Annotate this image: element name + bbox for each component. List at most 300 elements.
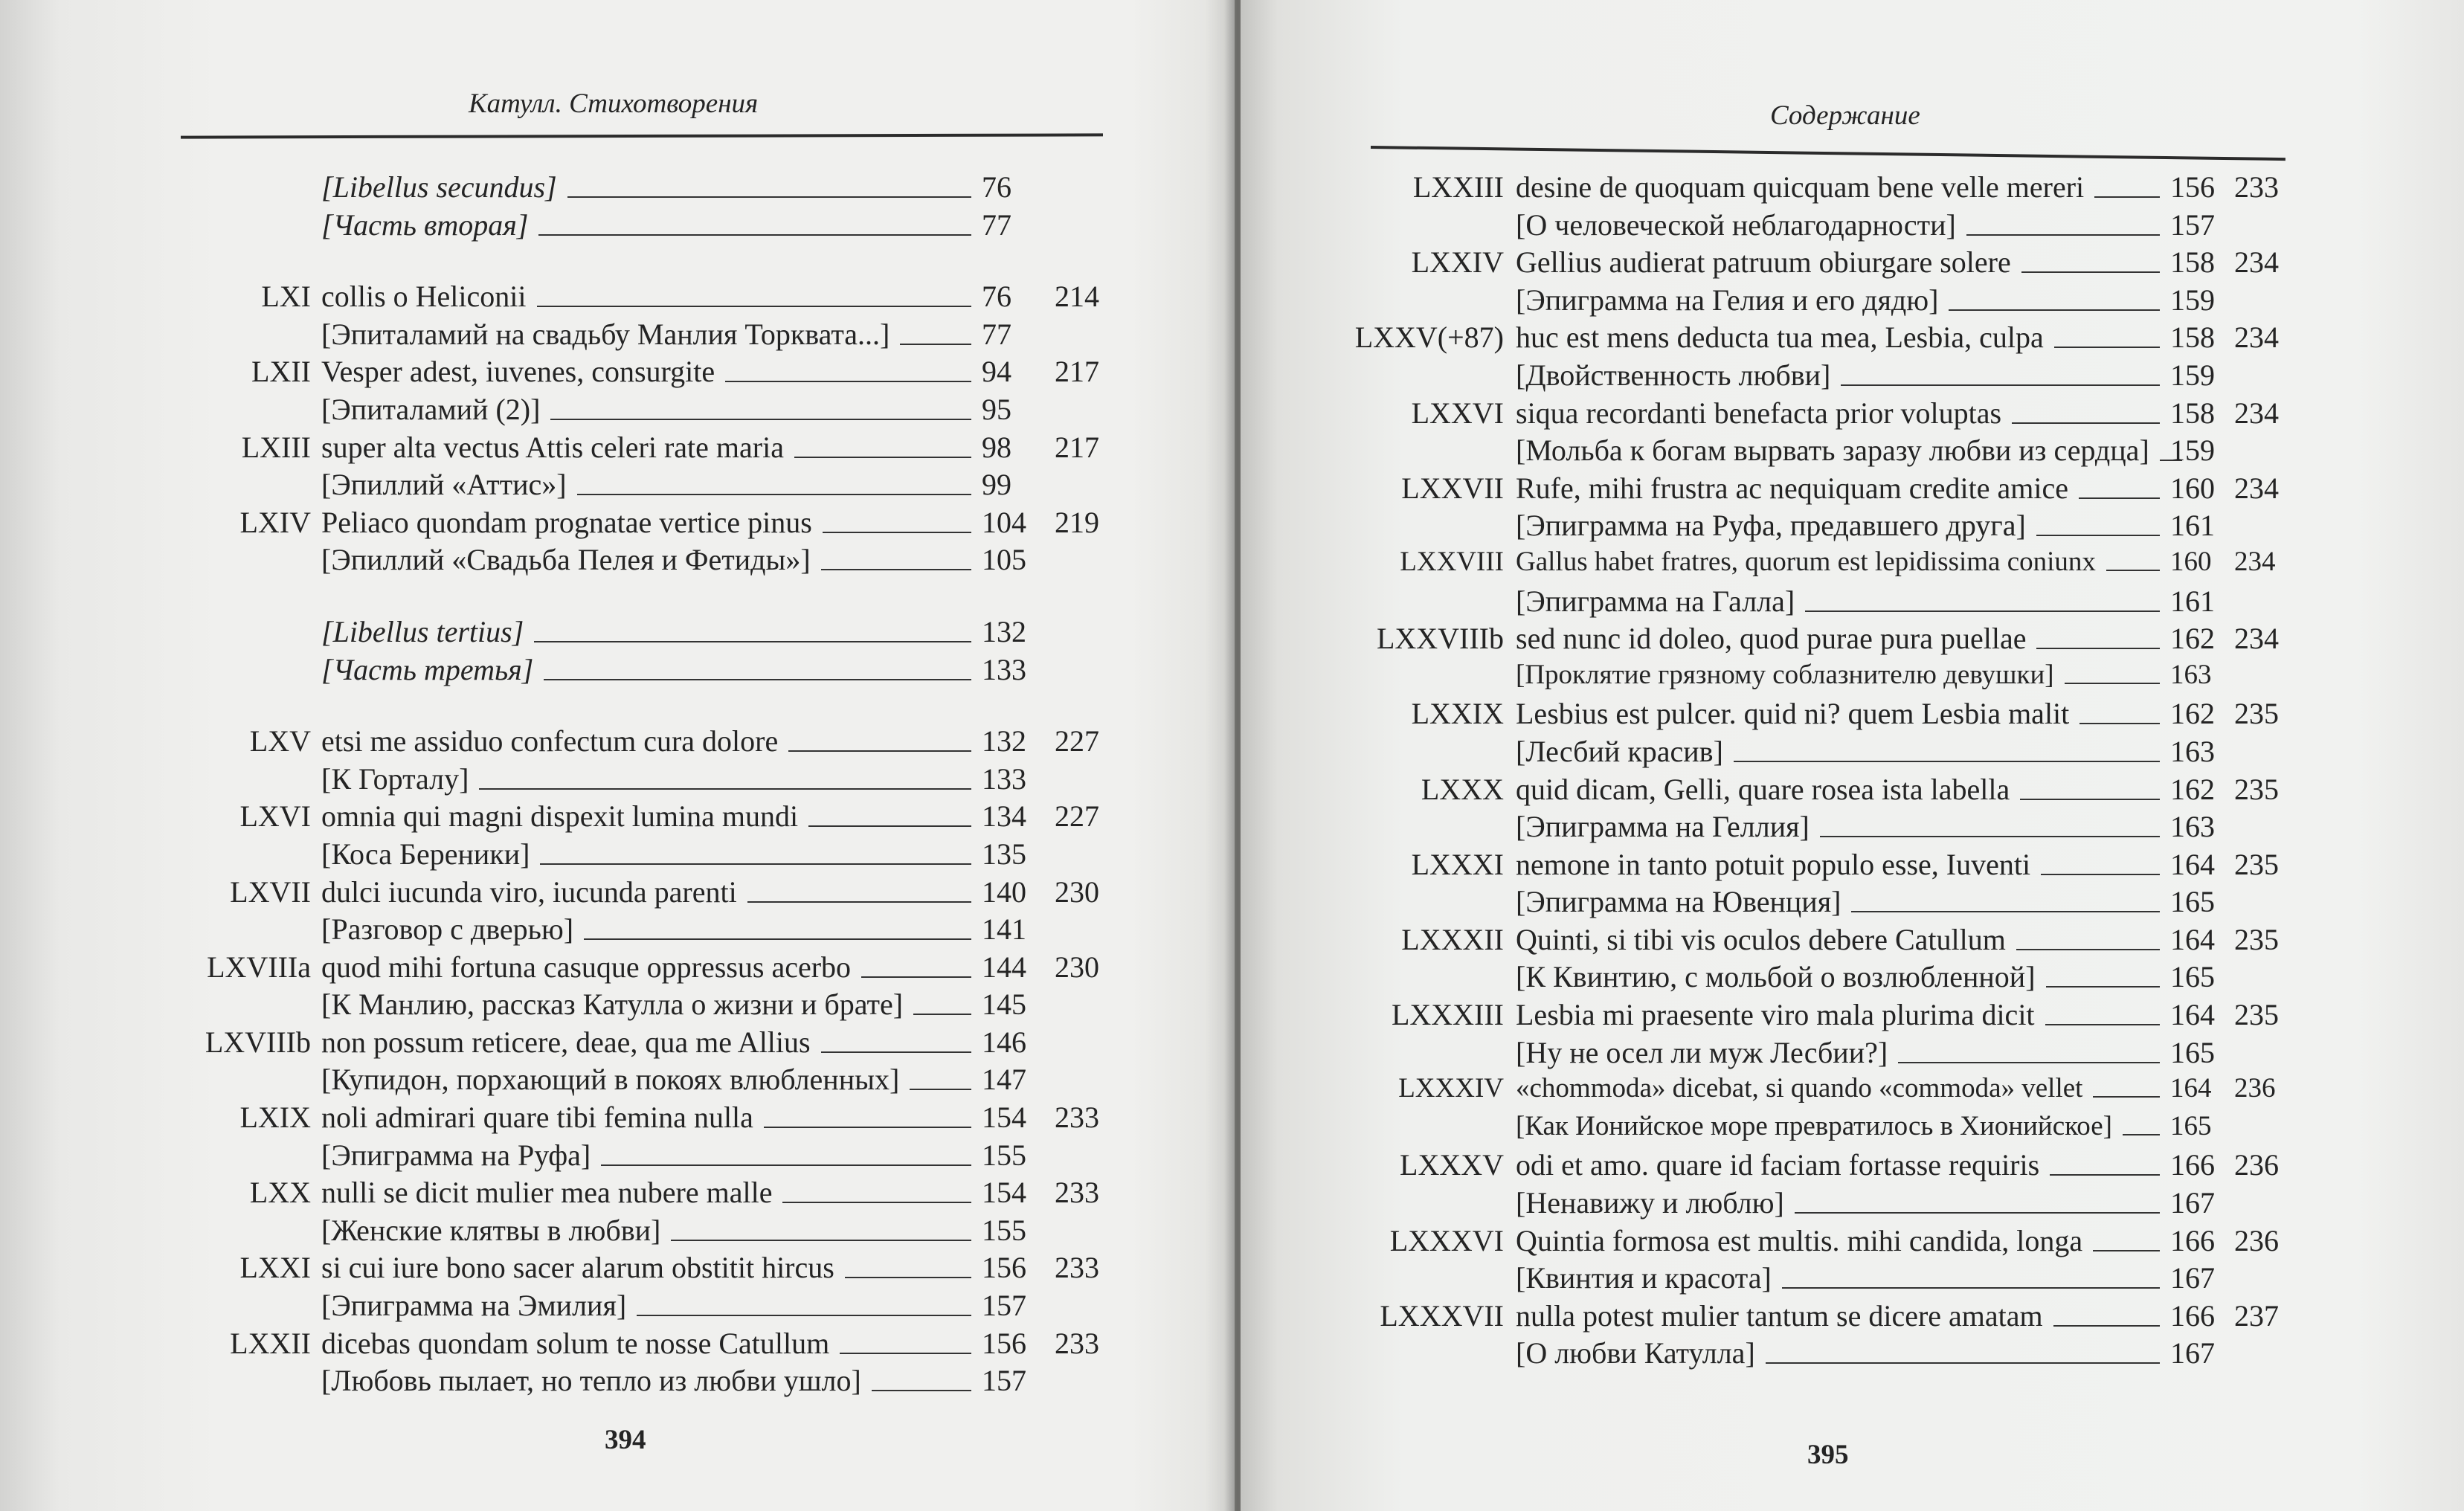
right-header-rule xyxy=(1371,146,2286,161)
poem-heading: [Коса Береники] xyxy=(321,837,530,871)
toc-entry xyxy=(0,1250,1110,1288)
toc-entry xyxy=(0,614,1110,652)
poem-incipit: «chommoda» dicebat, si quando «commoda» vellet xyxy=(1516,1073,2083,1104)
toc-title-cell xyxy=(321,279,982,314)
toc-title-cell xyxy=(321,652,982,687)
text-page-number: 167 xyxy=(2170,1261,2215,1295)
text-page-number: 161 xyxy=(2170,509,2215,543)
leader-line xyxy=(2020,799,2160,800)
toc-title-cell xyxy=(1516,283,2170,318)
commentary-page-number: 235 xyxy=(2234,697,2279,731)
poem-incipit: quid dicam, Gelli, quare rosea ista labella xyxy=(1516,772,2010,806)
text-page-number: 155 xyxy=(982,1138,1026,1172)
leader-line xyxy=(808,825,971,827)
toc-entry xyxy=(1241,1223,2289,1261)
text-page-number: 166 xyxy=(2170,1148,2215,1182)
toc-title-cell xyxy=(321,1062,982,1097)
toc-entry xyxy=(1241,884,2289,922)
leader-line xyxy=(2079,723,2160,724)
toc-title-cell xyxy=(1516,245,2170,280)
poem-number: LXXV(+87) xyxy=(1354,320,1504,355)
toc-title-cell xyxy=(321,1250,982,1285)
toc-title-cell xyxy=(321,837,982,872)
leader-line xyxy=(540,863,971,865)
poem-number: LXVII xyxy=(230,874,311,909)
toc-title-cell xyxy=(1516,997,2170,1032)
poem-incipit: non possum reticere, deae, qua me Allius xyxy=(321,1025,811,1059)
toc-entry xyxy=(1241,1072,2289,1110)
toc-entry xyxy=(1241,696,2289,734)
toc-title-cell xyxy=(321,912,982,947)
poem-number: LXXIX xyxy=(1411,697,1504,731)
commentary-page-number: 230 xyxy=(1055,950,1099,984)
poem-incipit: Peliaco quondam prognatae vertice pinus xyxy=(321,505,812,539)
text-page-number: 164 xyxy=(2170,847,2215,881)
commentary-page-number: 234 xyxy=(2234,471,2279,505)
toc-title-cell xyxy=(321,207,982,242)
poem-heading: [Эпиграмма на Эмилия] xyxy=(321,1289,627,1323)
toc-entry xyxy=(1241,621,2289,659)
text-page-number: 163 xyxy=(2170,810,2215,844)
poem-number: LXXI xyxy=(239,1251,311,1285)
toc-entry xyxy=(0,1288,1110,1326)
text-page-number: 159 xyxy=(2170,434,2215,468)
toc-entry xyxy=(0,1326,1110,1364)
text-page-number: 135 xyxy=(982,837,1026,871)
toc-section-gap xyxy=(0,689,1110,724)
toc-entry xyxy=(1241,659,2289,697)
poem-number: LXXII xyxy=(230,1326,311,1360)
toc-title-cell xyxy=(321,1025,982,1060)
poem-heading: [Любовь пылает, но тепло из любви ушло] xyxy=(321,1364,861,1398)
toc-entry xyxy=(0,837,1110,874)
toc-title-cell xyxy=(1516,584,2170,619)
text-page-number: 156 xyxy=(2170,170,2215,204)
left-running-head: Катулл. Стихотворения xyxy=(469,88,759,119)
poem-incipit: Lesbius est pulcer. quid ni? quem Lesbia malit xyxy=(1516,697,2070,731)
toc-entry xyxy=(1241,245,2289,283)
toc-entry xyxy=(0,1175,1110,1213)
toc-entry xyxy=(0,542,1110,580)
leader-line xyxy=(1795,1212,2160,1214)
leader-line xyxy=(2079,497,2160,499)
left-toc xyxy=(0,170,1110,1401)
text-page-number: 105 xyxy=(982,543,1026,577)
toc-title-cell xyxy=(1516,1336,2170,1370)
leader-line xyxy=(538,234,971,236)
toc-entry xyxy=(1241,1260,2289,1298)
toc-entry xyxy=(1241,283,2289,320)
toc-entry xyxy=(1241,959,2289,997)
right-toc xyxy=(1241,170,2289,1373)
text-page-number: 161 xyxy=(2170,584,2215,618)
text-page-number: 166 xyxy=(2170,1298,2215,1333)
text-page-number: 157 xyxy=(982,1364,1026,1398)
text-page-number: 156 xyxy=(982,1251,1026,1285)
text-page-number: 154 xyxy=(982,1101,1026,1135)
commentary-page-number: 233 xyxy=(1055,1251,1099,1285)
toc-title-cell xyxy=(321,430,982,465)
poem-heading: [Эпиграмма на Геллия] xyxy=(1516,810,1810,844)
toc-title-cell xyxy=(1516,772,2170,807)
text-page-number: 104 xyxy=(982,505,1026,539)
poem-number: LXX xyxy=(249,1176,311,1210)
poem-heading: [Как Ионийское море превратилось в Хионийское] xyxy=(1516,1110,2112,1141)
commentary-page-number: 230 xyxy=(1055,874,1099,909)
toc-entry xyxy=(0,761,1110,799)
leader-line xyxy=(577,494,971,495)
leader-line xyxy=(1949,309,2160,311)
text-page-number: 158 xyxy=(2170,396,2215,430)
poem-incipit: nulli se dicit mulier mea nubere malle xyxy=(321,1176,773,1210)
commentary-page-number: 219 xyxy=(1055,505,1099,539)
toc-title-cell xyxy=(321,1175,982,1210)
toc-title-cell xyxy=(321,799,982,834)
commentary-page-number: 233 xyxy=(2234,170,2279,204)
poem-number: LXXXVII xyxy=(1380,1298,1504,1333)
leader-line xyxy=(537,306,971,307)
leader-line xyxy=(2012,422,2160,424)
text-page-number: 133 xyxy=(982,761,1026,796)
text-page-number: 154 xyxy=(982,1176,1026,1210)
poem-heading: [Libellus tertius] xyxy=(321,614,524,648)
toc-title-cell xyxy=(321,724,982,758)
text-page-number: 144 xyxy=(982,950,1026,984)
toc-title-cell xyxy=(321,1213,982,1248)
poem-number: LXXIV xyxy=(1411,245,1504,280)
commentary-page-number: 227 xyxy=(1055,799,1099,834)
leader-line xyxy=(601,1164,971,1166)
text-page-number: 145 xyxy=(982,988,1026,1022)
commentary-page-number: 227 xyxy=(1055,724,1099,758)
leader-line xyxy=(2053,1325,2160,1327)
text-page-number: 133 xyxy=(982,652,1026,686)
poem-heading: [Эпиграмма на Руфа] xyxy=(321,1138,591,1172)
poem-incipit: Lesbia mi praesente viro mala plurima dicit xyxy=(1516,998,2035,1032)
poem-heading: [Эпиграмма на Галла] xyxy=(1516,584,1795,618)
toc-entry xyxy=(0,1062,1110,1100)
leader-line xyxy=(567,196,971,198)
commentary-page-number: 234 xyxy=(2234,320,2279,355)
right-running-head: Содержание xyxy=(1770,100,1920,131)
leader-line xyxy=(1734,761,2160,762)
toc-title-cell xyxy=(1516,696,2170,731)
poem-heading: [Купидон, порхающий в покоях влюбленных] xyxy=(321,1063,900,1097)
text-page-number: 99 xyxy=(982,468,1011,502)
left-folio: 394 xyxy=(605,1425,646,1455)
commentary-page-number: 233 xyxy=(1055,1101,1099,1135)
poem-incipit: nulla potest mulier tantum se dicere amatam xyxy=(1516,1298,2043,1333)
toc-entry xyxy=(0,799,1110,837)
poem-heading: [К Горталу] xyxy=(321,761,469,796)
leader-line xyxy=(2065,683,2160,684)
poem-heading: [Мольба к богам вырвать заразу любви из сердца] xyxy=(1516,434,2149,468)
leader-line xyxy=(2016,949,2160,950)
toc-entry xyxy=(1241,207,2289,245)
commentary-page-number: 235 xyxy=(2234,772,2279,806)
commentary-page-number: 236 xyxy=(2234,1073,2276,1104)
right-page xyxy=(1241,0,2464,1511)
poem-number: LXXXII xyxy=(1401,922,1504,956)
text-page-number: 162 xyxy=(2170,622,2215,656)
poem-heading: [Ну не осел ли муж Лесбии?] xyxy=(1516,1035,1888,1069)
toc-entry xyxy=(1241,1336,2289,1373)
leader-line xyxy=(2054,347,2160,348)
toc-title-cell xyxy=(1516,1298,2170,1333)
commentary-page-number: 235 xyxy=(2234,998,2279,1032)
text-page-number: 132 xyxy=(982,614,1026,648)
toc-entry xyxy=(1241,320,2289,358)
poem-heading: [Разговор с дверью] xyxy=(321,912,574,947)
leader-line xyxy=(1805,610,2160,612)
poem-incipit: super alta vectus Attis celeri rate maria xyxy=(321,430,784,464)
toc-title-cell xyxy=(321,1363,982,1398)
text-page-number: 159 xyxy=(2170,283,2215,317)
text-page-number: 98 xyxy=(982,430,1011,464)
toc-title-cell xyxy=(321,874,982,909)
toc-entry xyxy=(1241,772,2289,810)
poem-number: LXI xyxy=(261,280,311,314)
toc-title-cell xyxy=(321,317,982,352)
toc-entry xyxy=(1241,1147,2289,1185)
poem-number: LXXVIII xyxy=(1400,546,1504,577)
toc-entry xyxy=(0,317,1110,355)
poem-incipit: odi et amo. quare id faciam fortasse requiris xyxy=(1516,1148,2040,1182)
poem-number: LXIX xyxy=(239,1101,311,1135)
leader-line xyxy=(1898,1062,2160,1063)
poem-heading: [Эпиллий «Аттис»] xyxy=(321,468,567,502)
leader-line xyxy=(2050,1174,2160,1176)
leader-line xyxy=(637,1315,971,1316)
text-page-number: 158 xyxy=(2170,320,2215,355)
toc-entry xyxy=(1241,734,2289,772)
toc-title-cell xyxy=(1516,884,2170,919)
toc-entry xyxy=(0,652,1110,690)
leader-line xyxy=(2036,648,2160,649)
text-page-number: 164 xyxy=(2170,1073,2212,1104)
text-page-number: 167 xyxy=(2170,1336,2215,1370)
text-page-number: 77 xyxy=(982,207,1011,242)
text-page-number: 165 xyxy=(2170,960,2215,994)
poem-heading: [Двойственность любви] xyxy=(1516,358,1831,392)
toc-entry xyxy=(0,1025,1110,1063)
toc-entry xyxy=(1241,584,2289,622)
leader-line xyxy=(788,750,971,752)
left-header-rule xyxy=(181,133,1103,138)
toc-title-cell xyxy=(1516,1260,2170,1295)
leader-line xyxy=(2106,570,2160,571)
toc-entry xyxy=(0,505,1110,543)
leader-line xyxy=(2045,1024,2160,1025)
commentary-page-number: 233 xyxy=(1055,1176,1099,1210)
poem-heading: [Эпиграмма на Гелия и его дядю] xyxy=(1516,283,1939,317)
toc-title-cell xyxy=(1516,847,2170,882)
poem-heading: [О человеческой неблагодарности] xyxy=(1516,207,1956,242)
toc-title-cell xyxy=(1516,320,2170,355)
poem-heading: [Эпиталамий на свадьбу Манлия Торквата...] xyxy=(321,317,890,351)
toc-title-cell xyxy=(321,614,982,649)
text-page-number: 147 xyxy=(982,1063,1026,1097)
poem-incipit: sed nunc id doleo, quod purae pura puellae xyxy=(1516,622,2027,656)
leader-line xyxy=(747,901,971,903)
toc-entry xyxy=(0,1138,1110,1176)
right-folio: 395 xyxy=(1807,1440,1849,1470)
commentary-page-number: 234 xyxy=(2234,245,2279,280)
toc-entry xyxy=(0,874,1110,912)
leader-line xyxy=(725,381,971,382)
leader-line xyxy=(1841,384,2160,386)
toc-title-cell xyxy=(1516,922,2170,957)
poem-number: LXXVII xyxy=(1401,471,1504,505)
leader-line xyxy=(550,419,971,420)
toc-title-cell xyxy=(1516,1147,2170,1182)
toc-title-cell xyxy=(321,1138,982,1173)
poem-incipit: Vesper adest, iuvenes, consurgite xyxy=(321,355,715,389)
leader-line xyxy=(900,344,971,345)
toc-title-cell xyxy=(1516,809,2170,844)
text-page-number: 159 xyxy=(2170,358,2215,392)
toc-entry xyxy=(1241,809,2289,847)
poem-heading: [Эпиталамий (2)] xyxy=(321,392,541,426)
commentary-page-number: 234 xyxy=(2234,396,2279,430)
text-page-number: 158 xyxy=(2170,245,2215,280)
leader-line xyxy=(872,1390,971,1391)
poem-incipit: omnia qui magni dispexit lumina mundi xyxy=(321,799,799,834)
leader-line xyxy=(910,1089,971,1090)
text-page-number: 163 xyxy=(2170,734,2215,768)
text-page-number: 160 xyxy=(2170,546,2212,577)
text-page-number: 166 xyxy=(2170,1223,2215,1257)
poem-incipit: dulci iucunda viro, iucunda parenti xyxy=(321,874,737,909)
poem-heading: [Ненавижу и люблю] xyxy=(1516,1186,1784,1220)
poem-number: LXIII xyxy=(241,430,311,464)
toc-entry xyxy=(0,392,1110,430)
leader-line xyxy=(823,532,971,533)
text-page-number: 163 xyxy=(2170,659,2212,690)
leader-line xyxy=(671,1240,971,1241)
poem-number: LXXX xyxy=(1421,772,1504,806)
poem-heading: [Эпиграмма на Ювенция] xyxy=(1516,885,1841,919)
leader-line xyxy=(821,1051,971,1053)
toc-title-cell xyxy=(1516,1110,2170,1142)
leader-line xyxy=(764,1127,971,1128)
poem-heading: [Часть вторая] xyxy=(321,207,529,242)
toc-entry xyxy=(1241,170,2289,207)
poem-number: LXXXIII xyxy=(1391,998,1504,1032)
text-page-number: 132 xyxy=(982,724,1026,758)
leader-line xyxy=(479,788,971,790)
toc-section-gap xyxy=(0,245,1110,279)
leader-line xyxy=(845,1277,971,1278)
toc-title-cell xyxy=(321,987,982,1022)
toc-title-cell xyxy=(1516,396,2170,431)
commentary-page-number: 237 xyxy=(2234,1298,2279,1333)
toc-title-cell xyxy=(321,505,982,540)
text-page-number: 76 xyxy=(982,170,1011,204)
poem-heading: [Эпиллий «Свадьба Пелея и Фетиды»] xyxy=(321,543,811,577)
poem-number: LXXXV xyxy=(1400,1148,1504,1182)
text-page-number: 134 xyxy=(982,799,1026,834)
toc-title-cell xyxy=(1516,1223,2170,1258)
toc-entry xyxy=(0,430,1110,468)
toc-title-cell xyxy=(321,542,982,577)
toc-title-cell xyxy=(1516,358,2170,393)
poem-heading: [К Квинтию, с мольбой о возлюбленной] xyxy=(1516,960,2036,994)
toc-entry xyxy=(0,1100,1110,1138)
toc-entry xyxy=(1241,471,2289,509)
toc-title-cell xyxy=(1516,659,2170,691)
poem-incipit: Gellius audierat patruum obiurgare solere xyxy=(1516,245,2011,280)
commentary-page-number: 236 xyxy=(2234,1148,2279,1182)
toc-title-cell xyxy=(1516,1072,2170,1104)
poem-incipit: si cui iure bono sacer alarum obstitit hircus xyxy=(321,1251,834,1285)
leader-line xyxy=(840,1353,971,1354)
leader-line xyxy=(1766,1362,2160,1364)
toc-title-cell xyxy=(321,354,982,389)
toc-entry xyxy=(1241,1110,2289,1148)
poem-incipit: Quinti, si tibi vis oculos debere Catullum xyxy=(1516,922,2006,956)
toc-entry xyxy=(0,1213,1110,1251)
commentary-page-number: 234 xyxy=(2234,622,2279,656)
leader-line xyxy=(1966,234,2160,236)
leader-line xyxy=(2094,196,2160,198)
poem-number: LXV xyxy=(249,724,311,758)
poem-heading: [Квинтия и красота] xyxy=(1516,1261,1772,1295)
poem-incipit: Quintia formosa est multis. mihi candida, longa xyxy=(1516,1223,2083,1257)
toc-section-gap xyxy=(0,580,1110,614)
toc-entry xyxy=(1241,922,2289,960)
poem-heading: [Женские клятвы в любви] xyxy=(321,1213,661,1247)
toc-entry xyxy=(0,207,1110,245)
text-page-number: 165 xyxy=(2170,1110,2212,1141)
poem-incipit: quod mihi fortuna casuque oppressus acerbo xyxy=(321,950,852,984)
text-page-number: 157 xyxy=(2170,207,2215,242)
leader-line xyxy=(861,976,971,978)
toc-entry xyxy=(0,467,1110,505)
toc-entry xyxy=(0,354,1110,392)
toc-title-cell xyxy=(1516,621,2170,656)
toc-title-cell xyxy=(1516,207,2170,242)
text-page-number: 155 xyxy=(982,1213,1026,1247)
commentary-page-number: 217 xyxy=(1055,355,1099,389)
leader-line xyxy=(544,679,971,680)
poem-heading: [Эпиграмма на Руфа, предавшего друга] xyxy=(1516,509,2026,543)
poem-incipit: etsi me assiduo confectum cura dolore xyxy=(321,724,779,758)
poem-number: LXVI xyxy=(239,799,311,834)
toc-entry xyxy=(1241,433,2289,471)
leader-line xyxy=(1851,911,2160,912)
poem-incipit: Gallus habet fratres, quorum est lepidissima coniunx xyxy=(1516,546,2096,577)
toc-title-cell xyxy=(1516,170,2170,204)
toc-entry xyxy=(1241,1298,2289,1336)
text-page-number: 160 xyxy=(2170,471,2215,505)
toc-entry xyxy=(1241,1035,2289,1073)
text-page-number: 77 xyxy=(982,317,1011,351)
poem-number: LXXVIIIb xyxy=(1376,622,1504,656)
toc-title-cell xyxy=(1516,433,2170,468)
poem-number: LXXXI xyxy=(1411,847,1504,881)
toc-title-cell xyxy=(1516,471,2170,506)
text-page-number: 94 xyxy=(982,355,1011,389)
toc-title-cell xyxy=(1516,1185,2170,1220)
text-page-number: 140 xyxy=(982,874,1026,909)
poem-number: LXXIII xyxy=(1412,170,1504,204)
toc-entry xyxy=(1241,546,2289,584)
text-page-number: 164 xyxy=(2170,922,2215,956)
poem-number: LXXXIV xyxy=(1398,1073,1504,1104)
toc-title-cell xyxy=(1516,508,2170,543)
leader-line xyxy=(584,938,971,940)
